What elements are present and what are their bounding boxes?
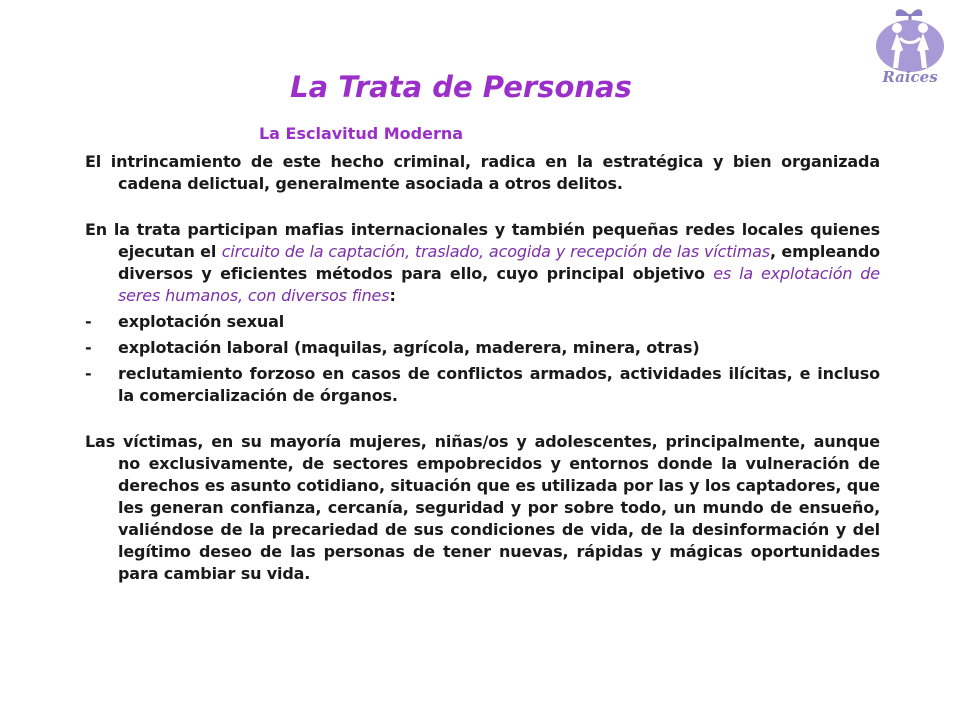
paragraph-participants: [85, 219, 880, 307]
paragraph-intro: El intrincamiento de este hecho criminal, radica en la estratégica y bien organizada cadena delictual, generalmente asociada a otros delitos.: [85, 152, 880, 193]
paragraph-participants-italic-circuit: circuito de la captación, traslado, acogida y recepción de las víctimas: [221, 242, 770, 261]
list-item-text: explotación laboral (maquilas, agrícola, maderera, minera, otras): [118, 338, 700, 357]
raices-logo-icon: [872, 2, 948, 74]
paragraph-victims: Las víctimas, en su mayoría mujeres, niñas/os y adolescentes, principalmente, aunque no exclusivamente, de sectores empobrecidos y entornos donde la vulneración de derechos es asunto cotidiano, situación que es utilizada por las y los captadores, que les generan confianza, cercanía, seguridad y por sobre todo, un mundo de ensueño, valiéndose de la precariedad de sus condiciones de vida, de la desinformación y del legítimo deseo de las personas de tener nuevas, rápidas y mágicas oportunidades para cambiar su vida.: [85, 432, 880, 583]
list-item: [85, 363, 880, 407]
page-subtitle: La Esclavitud Moderna: [258, 124, 464, 143]
paragraph-participants-italic-objective: es la explotación de seres humanos, con diversos fines: [118, 264, 880, 305]
list-item-dash: -: [85, 364, 92, 383]
page-title: La Trata de Personas: [290, 70, 632, 104]
list-item-text: reclutamiento forzoso en casos de conflictos armados, actividades ilícitas, e incluso la comercialización de órganos.: [118, 364, 880, 405]
list-item: [85, 337, 880, 359]
body-content: [85, 151, 880, 585]
list-item-dash: -: [85, 338, 92, 357]
paragraph-participants-text-3: :: [389, 286, 396, 305]
paragraph-participants-text-2: , empleando diversos y eficientes métodos para ello, cuyo principal objetivo: [118, 242, 880, 283]
paragraph-participants-text-1: En la trata participan mafias internacionales y también pequeñas redes locales quienes ejecutan el: [85, 220, 880, 261]
list-item: [85, 311, 880, 333]
list-item-dash: -: [85, 312, 92, 331]
list-item-text: explotación sexual: [118, 312, 285, 331]
logo-text: Raices: [882, 68, 938, 86]
